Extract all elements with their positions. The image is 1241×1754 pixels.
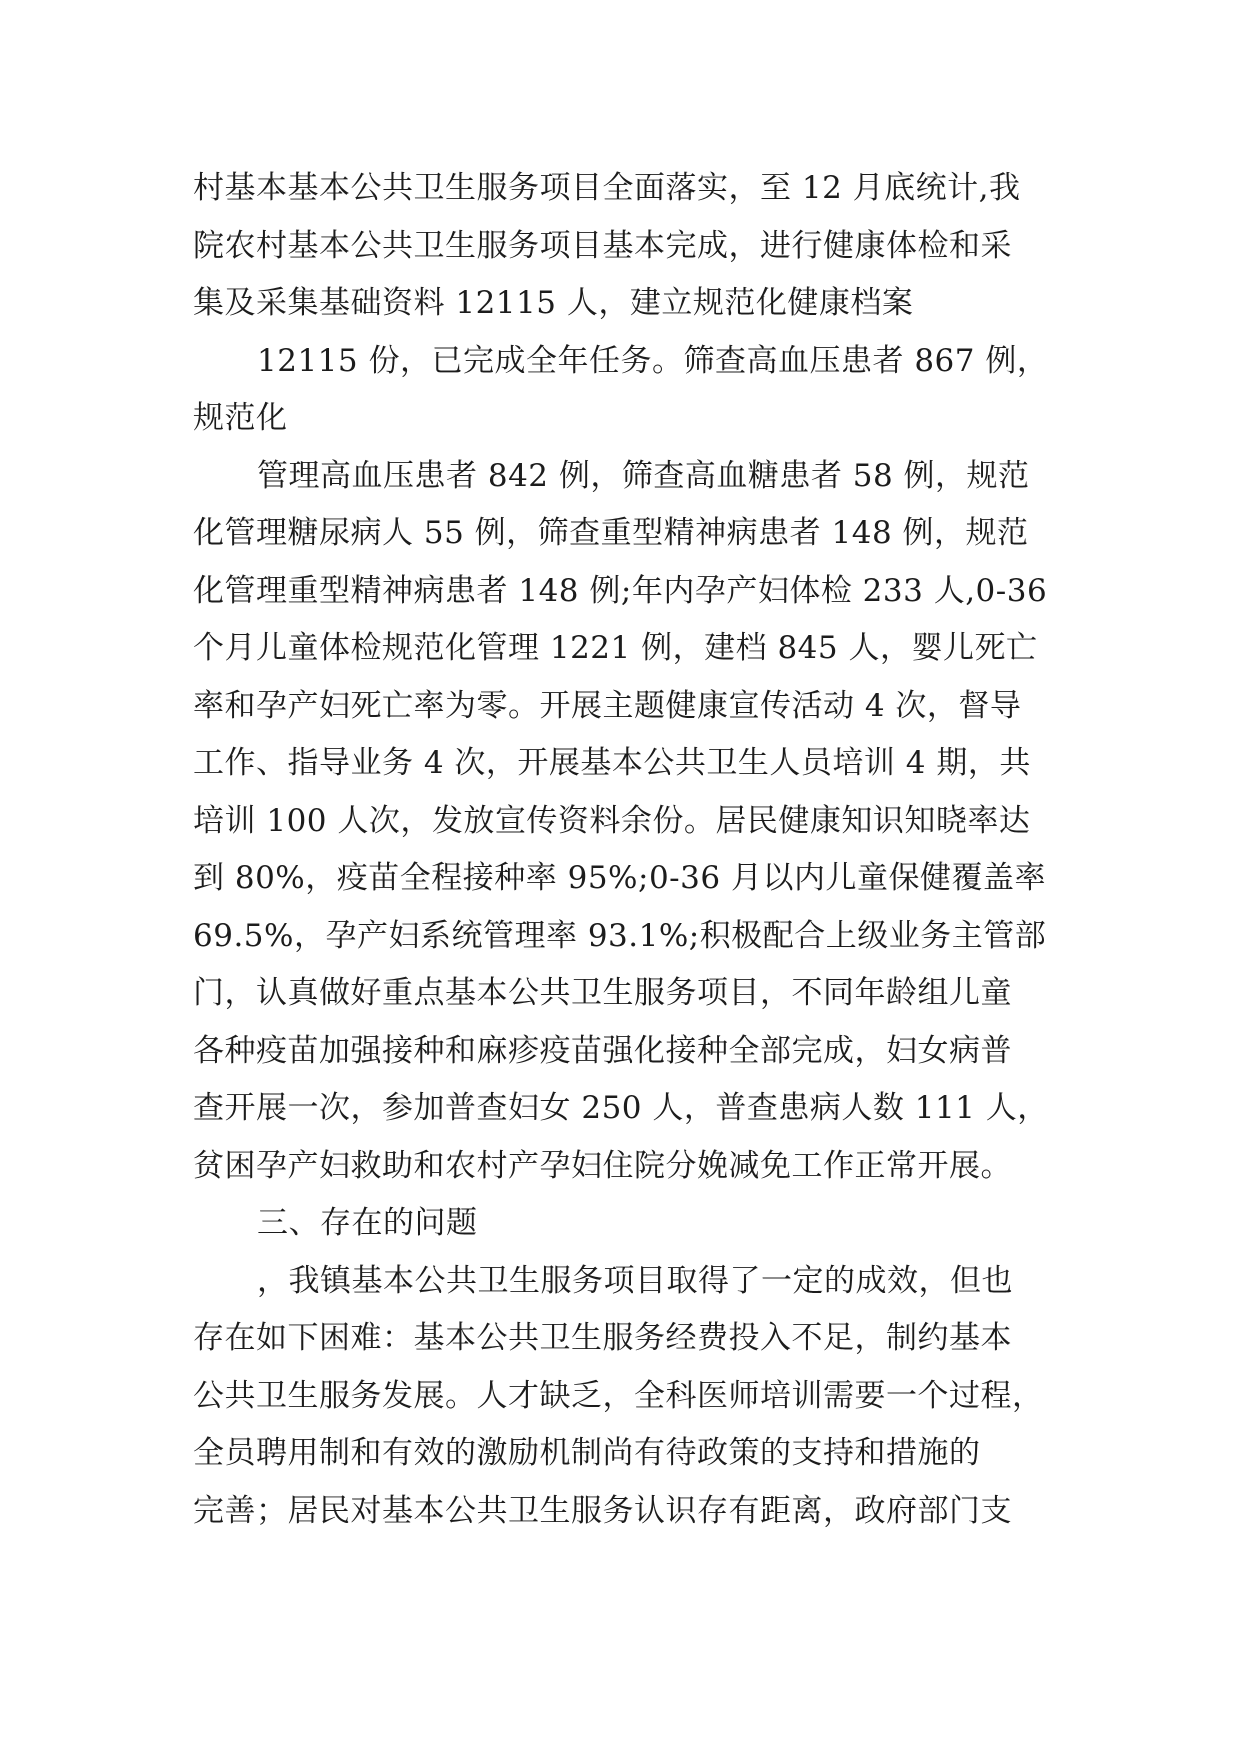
text-line: 完善；居民对基本公共卫生服务认识存有距离，政府部门支 (193, 1492, 1012, 1529)
text-line: 化管理重型精神病患者 148 例;年内孕产妇体检 233 人,0-36 (193, 572, 1048, 609)
text-line: 集及采集基础资料 12115 人，建立规范化健康档案 (193, 285, 914, 321)
text-line: 门，认真做好重点基本公共卫生服务项目，不同年龄组儿童 (193, 975, 1012, 1011)
text-line: 院农村基本公共卫生服务项目基本完成，进行健康体检和采 (193, 227, 1012, 264)
text-line: 12115 份，已完成全年任务。筛查高血压患者 867 例， (257, 342, 1049, 379)
document-body (193, 160, 1073, 1540)
text-line: 69.5%，孕产妇系统管理率 93.1%;积极配合上级业务主管部 (193, 917, 1047, 954)
text-line: 贫困孕产妇救助和农村产孕妇住院分娩减免工作正常开展。 (193, 1147, 1012, 1184)
text-line: 到 80%，疫苗全程接种率 95%;0-36 月以内儿童保健覆盖率 (193, 860, 1046, 896)
text-line: 存在如下困难：基本公共卫生服务经费投入不足，制约基本 (193, 1320, 1012, 1356)
text-line: 率和孕产妇死亡率为零。开展主题健康宣传活动 4 次，督导 (193, 687, 1022, 724)
text-line: 化管理糖尿病人 55 例，筛查重型精神病患者 148 例，规范 (193, 515, 1029, 551)
text-line: 查开展一次，参加普查妇女 250 人，普查患病人数 111 人， (193, 1090, 1049, 1126)
text-line: 村基本基本公共卫生服务项目全面落实，至 12 月底统计,我 (193, 170, 1021, 206)
text-line: ，我镇基本公共卫生服务项目取得了一定的成效，但也 (257, 1262, 1013, 1299)
text-line: 各种疫苗加强接种和麻疹疫苗强化接种全部完成，妇女病普 (193, 1032, 1012, 1069)
text-line: 个月儿童体检规范化管理 1221 例，建档 845 人，婴儿死亡 (193, 630, 1038, 666)
text-line: 全员聘用制和有效的激励机制尚有待政策的支持和措施的 (193, 1435, 981, 1471)
text-line: 培训 100 人次，发放宣传资料余份。居民健康知识知晓率达 (193, 802, 1031, 839)
section-heading: 三、存在的问题 (257, 1205, 478, 1241)
text-line: 公共卫生服务发展。人才缺乏，全科医师培训需要一个过程， (193, 1377, 1044, 1414)
text-line: 工作、指导业务 4 次，开展基本公共卫生人员培训 4 期，共 (193, 745, 1031, 781)
text-line: 管理高血压患者 842 例，筛查高血糖患者 58 例，规范 (257, 457, 1030, 494)
text-line: 规范化 (193, 400, 288, 436)
